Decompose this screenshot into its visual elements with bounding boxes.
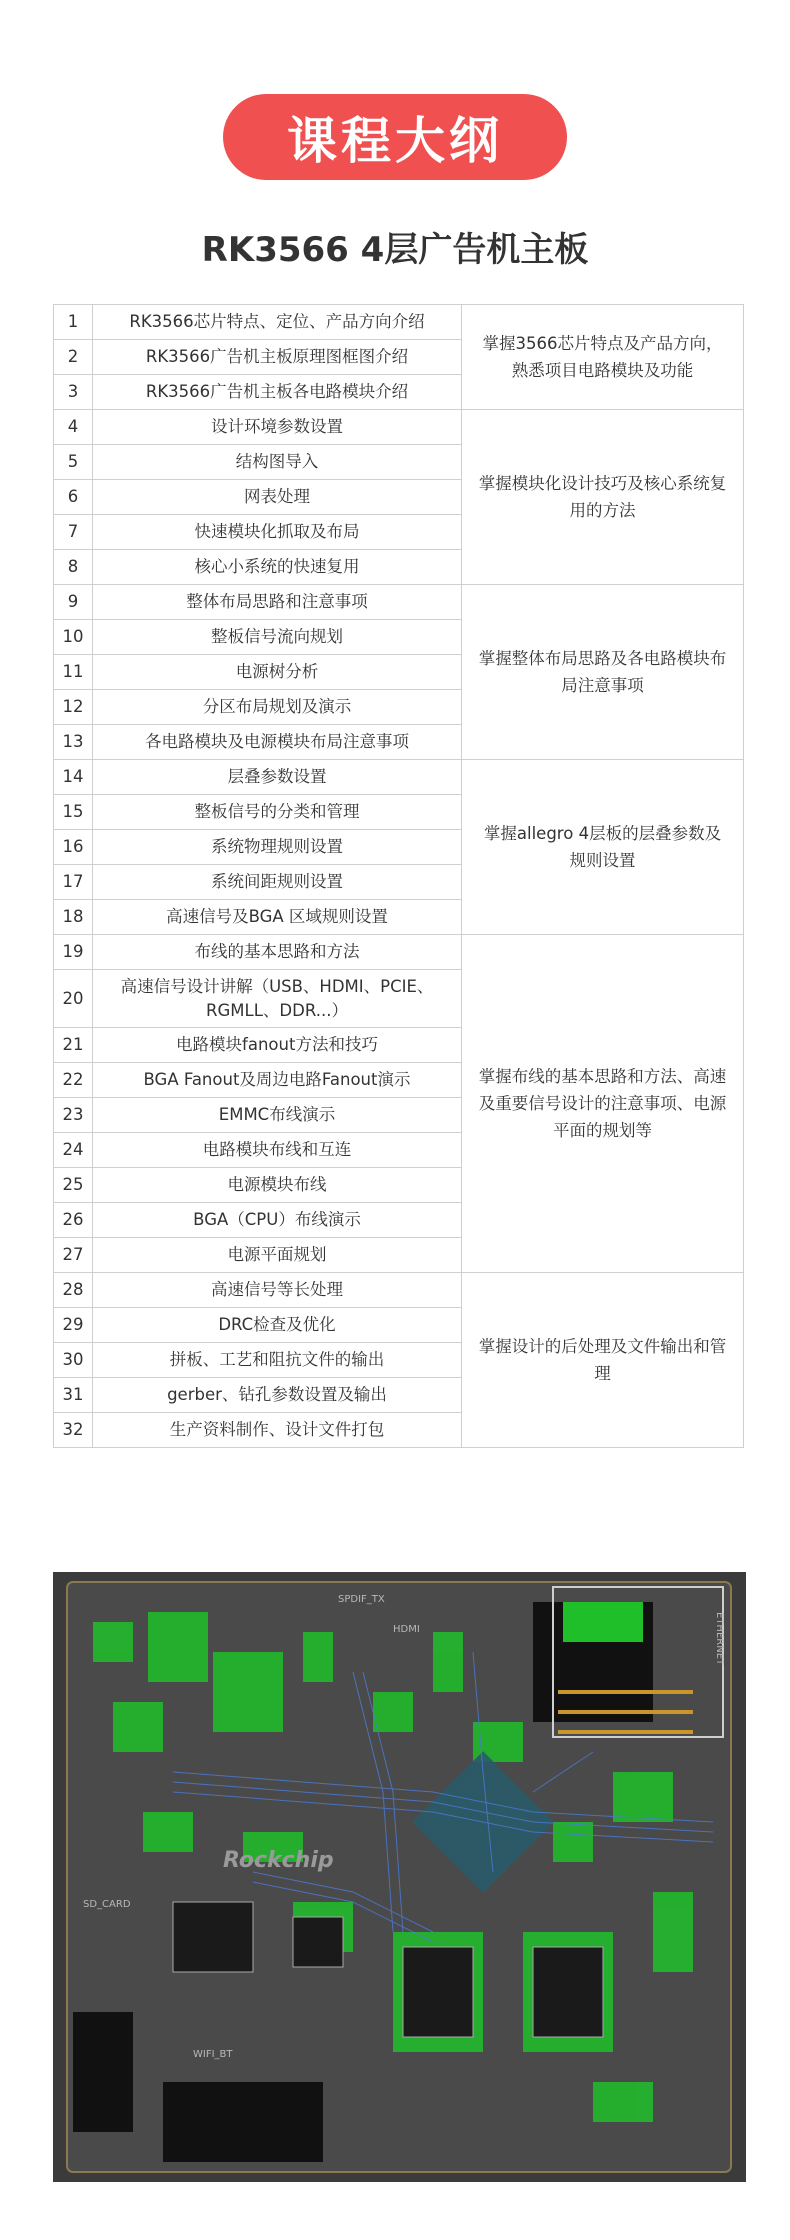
- row-topic: 电路模块fanout方法和技巧: [93, 1028, 462, 1063]
- row-number: 23: [54, 1098, 93, 1133]
- outline-row: [54, 410, 744, 445]
- row-number: 1: [54, 305, 93, 340]
- row-topic: BGA Fanout及周边电路Fanout演示: [93, 1063, 462, 1098]
- row-topic: 电路模块布线和互连: [93, 1133, 462, 1168]
- row-topic: 系统物理规则设置: [93, 830, 462, 865]
- outline-row: [54, 760, 744, 795]
- pcb-layout-drawing: [53, 1572, 746, 2182]
- pcb-label-hdmi: HDMI: [393, 1624, 420, 1635]
- pcb-label-sdcard: SD_CARD: [83, 1899, 131, 1910]
- row-topic: 整板信号的分类和管理: [93, 795, 462, 830]
- outline-row: [54, 1273, 744, 1308]
- row-number: 9: [54, 585, 93, 620]
- row-number: 19: [54, 935, 93, 970]
- pcb-label-rockchip: Rockchip: [223, 1848, 334, 1873]
- outline-row: [54, 585, 744, 620]
- outline-row: [54, 305, 744, 340]
- row-number: 29: [54, 1308, 93, 1343]
- row-topic: 系统间距规则设置: [93, 865, 462, 900]
- row-topic: 网表处理: [93, 480, 462, 515]
- row-topic: RK3566广告机主板原理图框图介绍: [93, 340, 462, 375]
- row-number: 2: [54, 340, 93, 375]
- group-goal: 掌握设计的后处理及文件输出和管理: [462, 1273, 744, 1448]
- row-number: 15: [54, 795, 93, 830]
- row-number: 18: [54, 900, 93, 935]
- group-goal: 掌握布线的基本思路和方法、高速及重要信号设计的注意事项、电源平面的规划等: [462, 935, 744, 1273]
- row-topic: 分区布局规划及演示: [93, 690, 462, 725]
- row-number: 5: [54, 445, 93, 480]
- row-topic: 各电路模块及电源模块布局注意事项: [93, 725, 462, 760]
- row-number: 4: [54, 410, 93, 445]
- row-number: 27: [54, 1238, 93, 1273]
- pcb-label-spdif: SPDIF_TX: [338, 1594, 385, 1605]
- row-number: 22: [54, 1063, 93, 1098]
- group-goal: 掌握模块化设计技巧及核心系统复用的方法: [462, 410, 744, 585]
- row-number: 25: [54, 1168, 93, 1203]
- row-topic: 设计环境参数设置: [93, 410, 462, 445]
- row-topic: 电源平面规划: [93, 1238, 462, 1273]
- row-topic: 整板信号流向规划: [93, 620, 462, 655]
- row-topic: gerber、钻孔参数设置及输出: [93, 1378, 462, 1413]
- row-topic: 结构图导入: [93, 445, 462, 480]
- row-topic: 高速信号等长处理: [93, 1273, 462, 1308]
- row-number: 26: [54, 1203, 93, 1238]
- row-topic: 电源树分析: [93, 655, 462, 690]
- row-topic: 生产资料制作、设计文件打包: [93, 1413, 462, 1448]
- row-number: 24: [54, 1133, 93, 1168]
- row-number: 31: [54, 1378, 93, 1413]
- row-number: 16: [54, 830, 93, 865]
- row-number: 8: [54, 550, 93, 585]
- table-bottom-crop: [53, 1518, 744, 1530]
- group-goal: 掌握整体布局思路及各电路模块布局注意事项: [462, 585, 744, 760]
- section-badge-label: 课程大纲: [287, 112, 503, 170]
- outline-row: [54, 935, 744, 970]
- row-topic: 核心小系统的快速复用: [93, 550, 462, 585]
- row-topic: RK3566芯片特点、定位、产品方向介绍: [93, 305, 462, 340]
- board-title: RK3566 4层广告机主板: [201, 230, 589, 270]
- row-topic: DRC检查及优化: [93, 1308, 462, 1343]
- row-topic: 拼板、工艺和阻抗文件的输出: [93, 1343, 462, 1378]
- row-number: 10: [54, 620, 93, 655]
- pcb-label-ethernet: ETHERNET: [714, 1612, 725, 1666]
- row-topic: 布线的基本思路和方法: [93, 935, 462, 970]
- row-number: 3: [54, 375, 93, 410]
- group-goal: 掌握allegro 4层板的层叠参数及规则设置: [462, 760, 744, 935]
- pcb-label-wifi: WIFI_BT: [193, 2049, 233, 2060]
- row-topic: BGA（CPU）布线演示: [93, 1203, 462, 1238]
- row-topic: 电源模块布线: [93, 1168, 462, 1203]
- row-number: 14: [54, 760, 93, 795]
- row-topic: RK3566广告机主板各电路模块介绍: [93, 375, 462, 410]
- row-number: 20: [54, 970, 93, 1028]
- row-topic: EMMC布线演示: [93, 1098, 462, 1133]
- row-topic: 高速信号及BGA 区域规则设置: [93, 900, 462, 935]
- row-number: 30: [54, 1343, 93, 1378]
- row-topic: 高速信号设计讲解（USB、HDMI、PCIE、RGMLL、DDR...）: [93, 970, 462, 1028]
- row-number: 17: [54, 865, 93, 900]
- row-number: 11: [54, 655, 93, 690]
- pcb-layout-image: [53, 1572, 746, 2182]
- section-badge: [223, 94, 567, 180]
- course-outline-table: [53, 304, 744, 1448]
- group-goal: 掌握3566芯片特点及产品方向，熟悉项目电路模块及功能: [462, 305, 744, 410]
- row-number: 13: [54, 725, 93, 760]
- row-topic: 层叠参数设置: [93, 760, 462, 795]
- row-topic: 快速模块化抓取及布局: [93, 515, 462, 550]
- row-number: 32: [54, 1413, 93, 1448]
- row-number: 7: [54, 515, 93, 550]
- row-number: 28: [54, 1273, 93, 1308]
- row-number: 21: [54, 1028, 93, 1063]
- row-number: 6: [54, 480, 93, 515]
- row-number: 12: [54, 690, 93, 725]
- row-topic: 整体布局思路和注意事项: [93, 585, 462, 620]
